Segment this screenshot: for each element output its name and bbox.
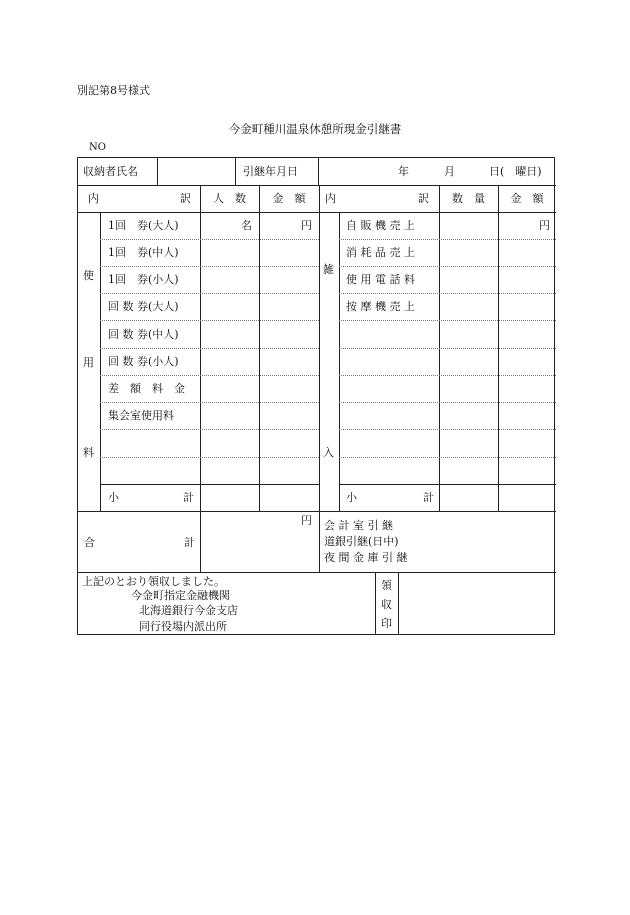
misc-label-char-2: 入 (323, 446, 334, 459)
seal-char-1: 領 (381, 579, 392, 592)
column-wake-left: 訳 (180, 192, 191, 205)
handover-date-label: 引継年月日 (243, 165, 298, 178)
recipient-name-field[interactable] (158, 158, 234, 184)
total-label-2: 計 (184, 536, 195, 549)
usage-item: 回 数 券(中人) (108, 328, 179, 341)
seal-box[interactable] (399, 573, 554, 634)
misc-item: 消 耗 品 売 上 (346, 246, 415, 259)
usage-label-char-2: 用 (83, 356, 94, 369)
date-month-label: 月 (444, 165, 455, 178)
recipient-name-label: 収納者氏名 (83, 165, 138, 178)
column-amount-right: 金 額 (510, 192, 544, 205)
column-quantity: 数 量 (452, 192, 485, 205)
amount-unit-label-left: 円 (301, 219, 312, 232)
usage-label-char-1: 使 (83, 269, 94, 282)
usage-item: 1回 券(中人) (108, 246, 179, 259)
column-wake-right: 訳 (418, 192, 429, 205)
date-day-label: 日( 曜日) (489, 165, 542, 178)
form-number: 別記第8号様式 (77, 84, 150, 97)
misc-item: 使 用 電 話 料 (346, 273, 415, 286)
usage-item: 回 数 券(大人) (108, 300, 179, 313)
usage-item: 回 数 券(小人) (108, 355, 179, 368)
usage-item: 1回 券(大人) (108, 219, 179, 232)
column-uchi-left: 内 (88, 192, 99, 205)
column-people: 人 数 (213, 192, 246, 205)
usage-item: 1回 券(小人) (108, 273, 179, 286)
misc-subtotal-label-1: 小 (346, 491, 357, 504)
people-unit-label: 名 (241, 219, 252, 232)
document-title: 今金町種川温泉休憩所現金引継書 (228, 122, 402, 136)
amount-unit-label-right: 円 (539, 219, 550, 232)
no-label: NO (89, 142, 106, 153)
bank-line-1: 今金町指定金融機関 (131, 589, 230, 602)
bank-line-2: 北海道銀行今金支店 (139, 604, 238, 617)
usage-item: 集会室使用料 (108, 409, 174, 422)
total-unit-label: 円 (301, 514, 312, 527)
column-uchi-right: 内 (325, 192, 336, 205)
date-year-label: 年 (398, 165, 409, 178)
usage-item: 差 額 料 金 (108, 382, 185, 395)
seal-char-2: 収 (381, 598, 392, 611)
misc-subtotal-label-2: 計 (423, 491, 434, 504)
total-label-1: 合 (84, 536, 95, 549)
misc-label-char-1: 雑 (323, 263, 334, 276)
total-transfer-3: 夜 間 金 庫 引 継 (324, 551, 408, 564)
misc-item: 自 販 機 売 上 (346, 219, 415, 232)
total-transfer-2: 道銀引継(日中) (324, 535, 399, 548)
receipt-statement: 上記のとおり領収しました。 (82, 575, 225, 588)
usage-subtotal-label-2: 計 (183, 491, 194, 504)
usage-subtotal-label-1: 小 (108, 491, 119, 504)
bank-line-3: 同行役場内派出所 (139, 620, 227, 633)
seal-char-3: 印 (381, 617, 392, 630)
total-transfer-1: 会 計 室 引 継 (324, 519, 393, 532)
column-amount-left: 金 額 (272, 192, 306, 205)
usage-label-char-3: 料 (83, 446, 94, 459)
misc-item: 按 摩 機 売 上 (346, 300, 415, 313)
